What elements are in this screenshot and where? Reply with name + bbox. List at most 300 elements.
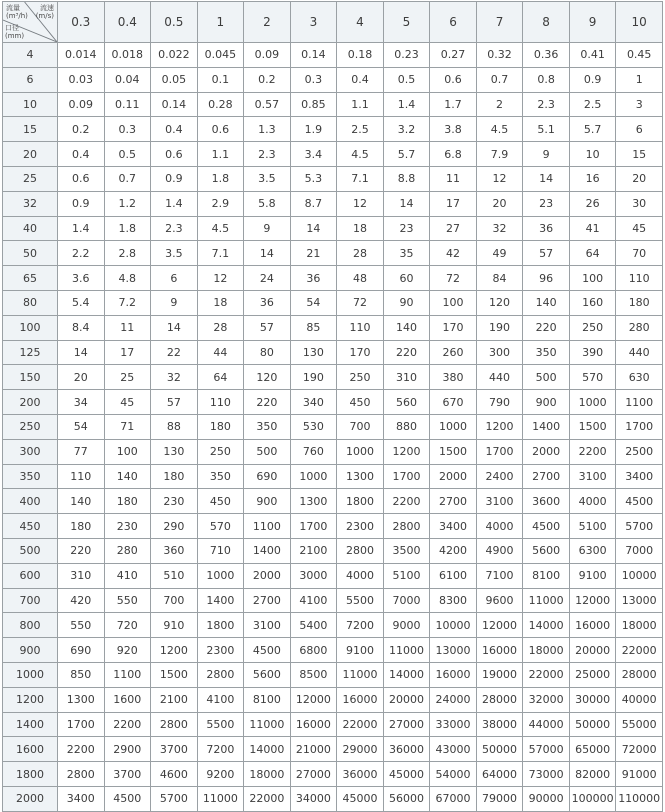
- flow-value-cell: 2200: [58, 737, 105, 762]
- diameter-cell: 25: [3, 166, 58, 191]
- flow-value-cell: 9: [151, 290, 198, 315]
- diameter-cell: 1800: [3, 762, 58, 787]
- flow-value-cell: 8.7: [290, 191, 337, 216]
- table-row: [3, 191, 663, 216]
- velocity-header-cell: 7: [476, 2, 523, 43]
- flow-value-cell: 45: [616, 216, 663, 241]
- flow-value-cell: 140: [104, 464, 151, 489]
- flow-value-cell: 25: [104, 365, 151, 390]
- flow-value-cell: 220: [244, 390, 291, 415]
- flow-value-cell: 0.14: [151, 92, 198, 117]
- flow-value-cell: 220: [58, 538, 105, 563]
- flow-value-cell: 2400: [476, 464, 523, 489]
- flow-value-cell: 40000: [616, 687, 663, 712]
- flow-value-cell: 88: [151, 414, 198, 439]
- flow-value-cell: 570: [569, 365, 616, 390]
- flow-value-cell: 18: [337, 216, 384, 241]
- flow-value-cell: 1700: [616, 414, 663, 439]
- table-row: [3, 166, 663, 191]
- velocity-header-cell: 2: [244, 2, 291, 43]
- flow-value-cell: 54: [290, 290, 337, 315]
- flow-value-cell: 79000: [476, 786, 523, 811]
- diameter-cell: 1600: [3, 737, 58, 762]
- diameter-cell: 200: [3, 390, 58, 415]
- flow-value-cell: 1500: [569, 414, 616, 439]
- flow-value-cell: 60: [383, 266, 430, 291]
- flow-value-cell: 2000: [523, 439, 570, 464]
- flow-value-cell: 260: [430, 340, 477, 365]
- flow-value-cell: 1.1: [197, 142, 244, 167]
- flow-value-cell: 32: [151, 365, 198, 390]
- velocity-header-cell: 10: [616, 2, 663, 43]
- flow-value-cell: 11000: [337, 662, 384, 687]
- flow-value-cell: 72000: [616, 737, 663, 762]
- velocity-header-cell: 1: [197, 2, 244, 43]
- flow-value-cell: 0.6: [430, 67, 477, 92]
- flow-value-cell: 1.4: [383, 92, 430, 117]
- flow-value-cell: 18000: [244, 762, 291, 787]
- flow-value-cell: 250: [197, 439, 244, 464]
- flow-value-cell: 630: [616, 365, 663, 390]
- flow-value-cell: 2000: [430, 464, 477, 489]
- flow-value-cell: 310: [58, 563, 105, 588]
- flow-value-cell: 380: [430, 365, 477, 390]
- table-row: [3, 538, 663, 563]
- flow-value-cell: 57: [244, 315, 291, 340]
- flow-value-cell: 110: [58, 464, 105, 489]
- flow-value-cell: 14000: [244, 737, 291, 762]
- flow-value-cell: 2.5: [337, 117, 384, 142]
- flow-value-cell: 7.9: [476, 142, 523, 167]
- velocity-header-cell: 8: [523, 2, 570, 43]
- flow-value-cell: 100: [430, 290, 477, 315]
- table-row: [3, 390, 663, 415]
- flow-value-cell: 0.5: [383, 67, 430, 92]
- flow-value-cell: 1300: [290, 489, 337, 514]
- diameter-cell: 50: [3, 241, 58, 266]
- flow-value-cell: 1.8: [104, 216, 151, 241]
- diameter-cell: 800: [3, 613, 58, 638]
- flow-value-cell: 14: [58, 340, 105, 365]
- flow-value-cell: 170: [430, 315, 477, 340]
- table-row: [3, 613, 663, 638]
- flow-value-cell: 11000: [244, 712, 291, 737]
- flow-value-cell: 1000: [290, 464, 337, 489]
- flow-value-cell: 140: [383, 315, 430, 340]
- flow-value-cell: 25000: [569, 662, 616, 687]
- flow-value-cell: 180: [151, 464, 198, 489]
- flow-value-cell: 3: [616, 92, 663, 117]
- flow-value-cell: 2: [476, 92, 523, 117]
- flow-value-cell: 9100: [337, 638, 384, 663]
- flow-value-cell: 84: [476, 266, 523, 291]
- flow-value-cell: 3.6: [58, 266, 105, 291]
- flow-value-cell: 160: [569, 290, 616, 315]
- flow-value-cell: 140: [58, 489, 105, 514]
- table-row: [3, 216, 663, 241]
- table-row: [3, 241, 663, 266]
- flow-value-cell: 350: [244, 414, 291, 439]
- flow-value-cell: 72: [337, 290, 384, 315]
- flow-value-cell: 0.9: [151, 166, 198, 191]
- table-row: [3, 439, 663, 464]
- flow-value-cell: 77: [58, 439, 105, 464]
- velocity-label: 流速 (m/s): [35, 4, 54, 20]
- flow-value-cell: 1800: [337, 489, 384, 514]
- flow-value-cell: 110: [197, 390, 244, 415]
- table-row: [3, 340, 663, 365]
- diameter-cell: 1200: [3, 687, 58, 712]
- flow-value-cell: 0.45: [616, 43, 663, 68]
- flow-value-cell: 64: [197, 365, 244, 390]
- flow-value-cell: 6100: [430, 563, 477, 588]
- flow-value-cell: 450: [337, 390, 384, 415]
- flow-value-cell: 36: [244, 290, 291, 315]
- flow-value-cell: 0.27: [430, 43, 477, 68]
- flow-value-cell: 5700: [151, 786, 198, 811]
- flow-value-cell: 11000: [197, 786, 244, 811]
- flow-value-cell: 7200: [337, 613, 384, 638]
- flow-value-cell: 0.4: [58, 142, 105, 167]
- flow-value-cell: 0.14: [290, 43, 337, 68]
- flow-value-cell: 510: [151, 563, 198, 588]
- flow-value-cell: 4000: [337, 563, 384, 588]
- flow-value-cell: 6.8: [430, 142, 477, 167]
- flow-value-cell: 2300: [337, 514, 384, 539]
- table-row: [3, 563, 663, 588]
- flow-value-cell: 2800: [383, 514, 430, 539]
- flow-value-cell: 250: [337, 365, 384, 390]
- flow-value-cell: 15: [616, 142, 663, 167]
- flow-value-cell: 4500: [523, 514, 570, 539]
- flow-value-cell: 4000: [569, 489, 616, 514]
- flow-value-cell: 82000: [569, 762, 616, 787]
- diameter-cell: 1000: [3, 662, 58, 687]
- flow-value-cell: 5500: [337, 588, 384, 613]
- flow-value-cell: 1.9: [290, 117, 337, 142]
- flow-value-cell: 28000: [616, 662, 663, 687]
- flow-value-cell: 0.6: [151, 142, 198, 167]
- flow-value-cell: 1300: [58, 687, 105, 712]
- flow-value-cell: 280: [616, 315, 663, 340]
- flow-value-cell: 3600: [523, 489, 570, 514]
- flow-value-cell: 2800: [337, 538, 384, 563]
- flow-value-cell: 3.8: [430, 117, 477, 142]
- flow-value-cell: 38000: [476, 712, 523, 737]
- flow-value-cell: 0.05: [151, 67, 198, 92]
- flow-value-cell: 1700: [58, 712, 105, 737]
- flow-value-cell: 1000: [569, 390, 616, 415]
- flow-value-cell: 4500: [104, 786, 151, 811]
- flow-value-cell: 1700: [383, 464, 430, 489]
- flow-value-cell: 20: [58, 365, 105, 390]
- flow-value-cell: 8.4: [58, 315, 105, 340]
- flow-value-cell: 2.5: [569, 92, 616, 117]
- flow-value-cell: 0.3: [104, 117, 151, 142]
- flow-value-cell: 280: [104, 538, 151, 563]
- flow-value-cell: 48: [337, 266, 384, 291]
- flow-value-cell: 0.18: [337, 43, 384, 68]
- flow-value-cell: 0.022: [151, 43, 198, 68]
- flow-value-cell: 9600: [476, 588, 523, 613]
- flow-value-cell: 2.2: [58, 241, 105, 266]
- flow-value-cell: 7000: [616, 538, 663, 563]
- flow-value-cell: 2300: [197, 638, 244, 663]
- flow-value-cell: 36000: [337, 762, 384, 787]
- flow-value-cell: 96: [523, 266, 570, 291]
- flow-value-cell: 420: [58, 588, 105, 613]
- flow-value-cell: 1500: [430, 439, 477, 464]
- flow-value-cell: 8.8: [383, 166, 430, 191]
- flow-value-cell: 1000: [197, 563, 244, 588]
- flow-value-cell: 110000: [616, 786, 663, 811]
- flow-value-cell: 12000: [476, 613, 523, 638]
- flow-value-cell: 450: [197, 489, 244, 514]
- flow-value-cell: 3400: [430, 514, 477, 539]
- velocity-header-cell: 6: [430, 2, 477, 43]
- flow-value-cell: 310: [383, 365, 430, 390]
- flow-value-cell: 1300: [337, 464, 384, 489]
- flow-value-cell: 0.1: [197, 67, 244, 92]
- flow-value-cell: 14: [383, 191, 430, 216]
- flow-value-cell: 1200: [383, 439, 430, 464]
- flow-value-cell: 13000: [430, 638, 477, 663]
- flow-value-cell: 10000: [430, 613, 477, 638]
- flow-value-cell: 130: [151, 439, 198, 464]
- table-row: [3, 290, 663, 315]
- flow-value-cell: 1.4: [151, 191, 198, 216]
- flow-value-cell: 19000: [476, 662, 523, 687]
- flow-value-cell: 21: [290, 241, 337, 266]
- flow-value-cell: 34: [58, 390, 105, 415]
- flow-value-cell: 22: [151, 340, 198, 365]
- flow-value-cell: 2500: [616, 439, 663, 464]
- flow-value-cell: 67000: [430, 786, 477, 811]
- flow-value-cell: 14: [244, 241, 291, 266]
- flow-value-cell: 14000: [383, 662, 430, 687]
- flow-value-cell: 5700: [616, 514, 663, 539]
- diameter-cell: 100: [3, 315, 58, 340]
- flow-value-cell: 18000: [523, 638, 570, 663]
- flow-value-cell: 1600: [104, 687, 151, 712]
- flow-value-cell: 18: [197, 290, 244, 315]
- flow-value-cell: 28: [337, 241, 384, 266]
- flow-value-cell: 7100: [476, 563, 523, 588]
- diameter-cell: 400: [3, 489, 58, 514]
- flow-value-cell: 7.1: [337, 166, 384, 191]
- flow-value-cell: 110: [616, 266, 663, 291]
- flow-value-cell: 790: [476, 390, 523, 415]
- diameter-cell: 20: [3, 142, 58, 167]
- flow-value-cell: 1100: [104, 662, 151, 687]
- flow-value-cell: 390: [569, 340, 616, 365]
- flow-value-cell: 27000: [290, 762, 337, 787]
- diameter-cell: 2000: [3, 786, 58, 811]
- velocity-header-cell: 3: [290, 2, 337, 43]
- flow-value-cell: 5.4: [58, 290, 105, 315]
- flow-value-cell: 710: [197, 538, 244, 563]
- diameter-cell: 1400: [3, 712, 58, 737]
- flow-value-cell: 29000: [337, 737, 384, 762]
- flow-value-cell: 110: [337, 315, 384, 340]
- flow-value-cell: 22000: [523, 662, 570, 687]
- flow-value-cell: 0.7: [476, 67, 523, 92]
- flow-value-cell: 2200: [104, 712, 151, 737]
- table-row: [3, 514, 663, 539]
- flow-value-cell: 230: [151, 489, 198, 514]
- flow-value-cell: 73000: [523, 762, 570, 787]
- flow-value-cell: 3100: [244, 613, 291, 638]
- flow-value-cell: 440: [476, 365, 523, 390]
- flow-value-cell: 45000: [383, 762, 430, 787]
- flow-value-cell: 27: [430, 216, 477, 241]
- table-row: [3, 266, 663, 291]
- flow-value-cell: 2700: [430, 489, 477, 514]
- table-row: [3, 142, 663, 167]
- flow-value-cell: 64: [569, 241, 616, 266]
- flow-value-cell: 1.3: [244, 117, 291, 142]
- flow-value-cell: 1000: [430, 414, 477, 439]
- flow-value-cell: 1.2: [104, 191, 151, 216]
- flow-value-cell: 12000: [290, 687, 337, 712]
- flow-value-cell: 700: [151, 588, 198, 613]
- table-row: [3, 92, 663, 117]
- flow-value-cell: 4.5: [197, 216, 244, 241]
- flow-value-cell: 90: [383, 290, 430, 315]
- flow-value-cell: 12: [476, 166, 523, 191]
- flow-value-cell: 0.36: [523, 43, 570, 68]
- flow-value-cell: 22000: [616, 638, 663, 663]
- flow-value-cell: 41: [569, 216, 616, 241]
- velocity-header-row: [3, 2, 663, 43]
- flow-value-cell: 690: [58, 638, 105, 663]
- flow-value-cell: 0.2: [58, 117, 105, 142]
- table-row: [3, 43, 663, 68]
- flow-value-cell: 0.6: [58, 166, 105, 191]
- flow-value-cell: 4600: [151, 762, 198, 787]
- flow-value-cell: 690: [244, 464, 291, 489]
- table-row: [3, 315, 663, 340]
- flow-value-cell: 9200: [197, 762, 244, 787]
- flow-value-cell: 22000: [337, 712, 384, 737]
- flow-value-cell: 100: [104, 439, 151, 464]
- flow-value-cell: 3400: [616, 464, 663, 489]
- diameter-cell: 10: [3, 92, 58, 117]
- flow-value-cell: 100: [569, 266, 616, 291]
- flow-value-cell: 180: [197, 414, 244, 439]
- flow-value-cell: 530: [290, 414, 337, 439]
- flow-value-cell: 900: [523, 390, 570, 415]
- flow-value-cell: 2700: [244, 588, 291, 613]
- flow-value-cell: 3.4: [290, 142, 337, 167]
- table-row: [3, 638, 663, 663]
- flow-value-cell: 14: [151, 315, 198, 340]
- flow-value-cell: 3100: [569, 464, 616, 489]
- flow-value-cell: 16000: [337, 687, 384, 712]
- flow-value-cell: 85: [290, 315, 337, 340]
- diameter-cell: 350: [3, 464, 58, 489]
- flow-value-cell: 2800: [151, 712, 198, 737]
- flow-value-cell: 20000: [569, 638, 616, 663]
- flow-value-cell: 4500: [616, 489, 663, 514]
- flow-value-cell: 2.8: [104, 241, 151, 266]
- flow-value-cell: 180: [616, 290, 663, 315]
- flow-value-cell: 30000: [569, 687, 616, 712]
- flow-value-cell: 500: [244, 439, 291, 464]
- flow-value-cell: 140: [523, 290, 570, 315]
- flow-value-cell: 120: [476, 290, 523, 315]
- flow-value-cell: 0.6: [197, 117, 244, 142]
- flow-value-cell: 910: [151, 613, 198, 638]
- flow-value-cell: 0.09: [58, 92, 105, 117]
- flow-value-cell: 0.23: [383, 43, 430, 68]
- flow-value-cell: 11000: [523, 588, 570, 613]
- flow-value-cell: 0.03: [58, 67, 105, 92]
- flow-value-cell: 340: [290, 390, 337, 415]
- flow-value-cell: 2900: [104, 737, 151, 762]
- diameter-cell: 65: [3, 266, 58, 291]
- diameter-cell: 15: [3, 117, 58, 142]
- flow-value-cell: 1000: [337, 439, 384, 464]
- flow-value-cell: 6: [616, 117, 663, 142]
- flow-value-cell: 32000: [523, 687, 570, 712]
- flow-value-cell: 1100: [244, 514, 291, 539]
- flow-value-cell: 1700: [290, 514, 337, 539]
- flow-value-cell: 17: [430, 191, 477, 216]
- diameter-cell: 600: [3, 563, 58, 588]
- flow-value-cell: 2700: [523, 464, 570, 489]
- flow-value-cell: 36000: [383, 737, 430, 762]
- flow-value-cell: 7.1: [197, 241, 244, 266]
- table-row: [3, 588, 663, 613]
- flow-value-cell: 1700: [476, 439, 523, 464]
- flow-value-cell: 1200: [151, 638, 198, 663]
- table-row: [3, 67, 663, 92]
- flow-value-cell: 5.3: [290, 166, 337, 191]
- flow-value-cell: 130: [290, 340, 337, 365]
- diameter-cell: 450: [3, 514, 58, 539]
- flow-value-cell: 20: [476, 191, 523, 216]
- flow-value-cell: 5.7: [383, 142, 430, 167]
- flow-value-cell: 5400: [290, 613, 337, 638]
- flow-value-cell: 3.5: [151, 241, 198, 266]
- flow-value-cell: 11: [104, 315, 151, 340]
- flow-value-cell: 0.41: [569, 43, 616, 68]
- flow-value-cell: 70: [616, 241, 663, 266]
- flow-value-cell: 8100: [523, 563, 570, 588]
- flow-value-cell: 300: [476, 340, 523, 365]
- diameter-cell: 250: [3, 414, 58, 439]
- flow-value-cell: 9: [244, 216, 291, 241]
- flow-value-cell: 0.4: [151, 117, 198, 142]
- flow-value-cell: 57: [151, 390, 198, 415]
- flow-value-cell: 900: [244, 489, 291, 514]
- flow-value-cell: 22000: [244, 786, 291, 811]
- flow-value-cell: 8500: [290, 662, 337, 687]
- flow-value-cell: 570: [197, 514, 244, 539]
- flow-value-cell: 5.1: [523, 117, 570, 142]
- flow-value-cell: 50000: [476, 737, 523, 762]
- flow-value-cell: 5100: [383, 563, 430, 588]
- flow-value-cell: 12: [197, 266, 244, 291]
- flow-value-cell: 0.11: [104, 92, 151, 117]
- flow-rate-table: [2, 1, 663, 812]
- velocity-header-cell: 0.3: [58, 2, 105, 43]
- flow-value-cell: 36: [523, 216, 570, 241]
- flow-value-cell: 32: [476, 216, 523, 241]
- flow-value-cell: 2.9: [197, 191, 244, 216]
- flow-value-cell: 4100: [290, 588, 337, 613]
